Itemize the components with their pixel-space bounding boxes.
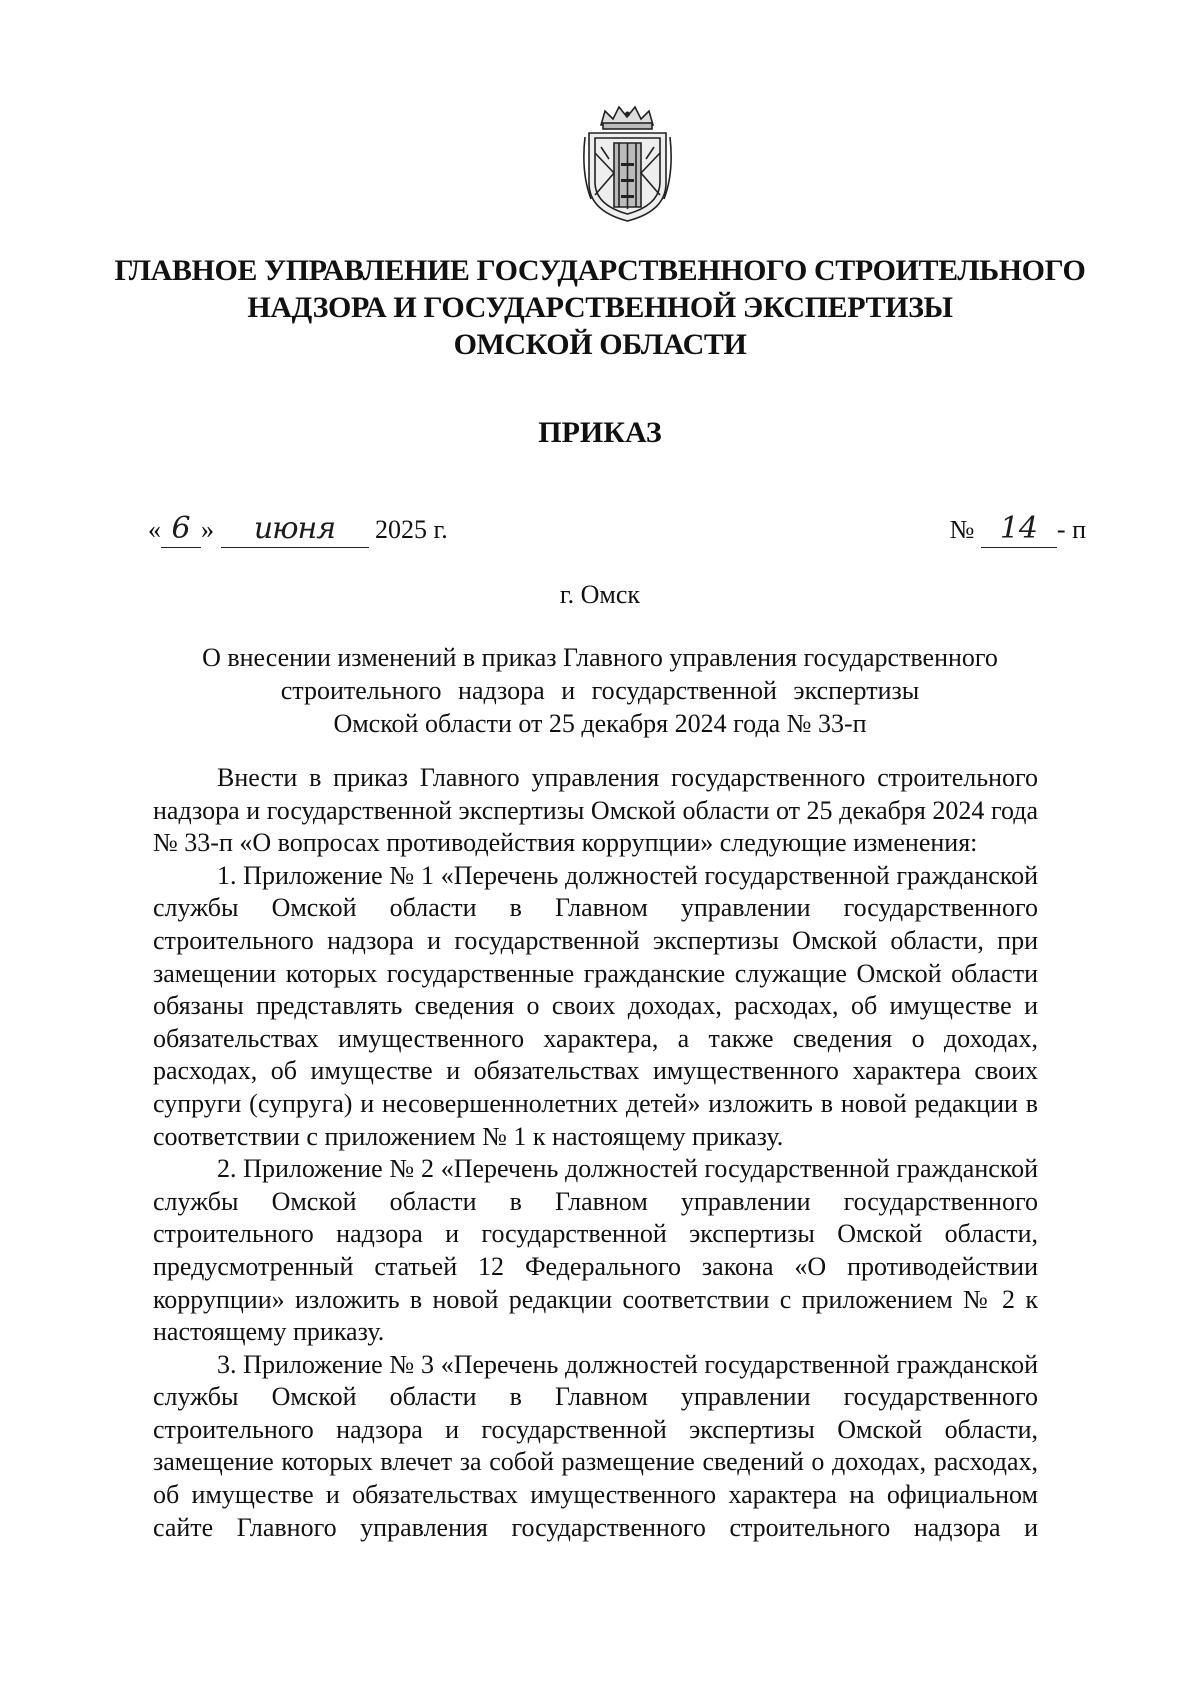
organization-name-line-2: НАДЗОРА И ГОСУДАРСТВЕННОЙ ЭКСПЕРТИЗЫ <box>247 291 953 324</box>
handwritten-day: 6 <box>171 511 191 546</box>
number-sign: № <box>949 515 975 544</box>
date-year: 2025 г. <box>375 515 448 544</box>
number-suffix: - п <box>1056 515 1086 544</box>
date-close-quote: » <box>201 515 214 544</box>
organization-name <box>0 252 1200 363</box>
handwritten-order-number: 14 <box>999 511 1039 546</box>
document-title-line-3: Омской области от 25 декабря 2024 года № 33-п <box>333 709 867 738</box>
handwritten-month: июня <box>253 511 336 546</box>
body-item-2: 2. Приложение № 2 «Перечень должностей государственной гражданской службы Омской области в Главном управлении государственного строительного надзора и государственной экспертизы Омской области, предусмотренный статьей 12 Федерального закона «О противодействии коррупции» изложить в новой редакции соответствии с приложением № 2 к настоящему приказу. <box>153 1154 1038 1347</box>
body-intro-paragraph: Внести в приказ Главного управления государственного строительного надзора и государственной экспертизы Омской области от 25 декабря 2024 года № 33-п «О вопросах противодействия коррупции» следующие изменения: <box>153 763 1038 858</box>
document-title-line-1: О внесении изменений в приказ Главного управления государственного <box>202 643 998 672</box>
document-title-line-2: строительного надзора и государственной экспертизы <box>280 676 920 705</box>
date-open-quote: « <box>148 515 161 544</box>
organization-name-line-1: ГЛАВНОЕ УПРАВЛЕНИЕ ГОСУДАРСТВЕННОГО СТРОИТЕЛЬНОГО <box>114 254 1086 287</box>
omsk-region-coat-of-arms-emblem <box>579 103 676 224</box>
order-date <box>148 512 448 548</box>
body-item-1: 1. Приложение № 1 «Перечень должностей государственной гражданской службы Омской области в Главном управлении государственного строительного надзора и государственной экспертизы Омской области, при замещении которых государственные гражданские служащие Омской области обязаны представлять сведения о своих доходах, расходах, об имуществе и обязательствах имущественного характера, а также сведения о доходах, расходах, об имуществе и обязательствах имущественного характера своих супруги (супруга) и несовершеннолетних детей» изложить в новой редакции в соответствии с приложением № 1 к настоящему приказу. <box>153 860 1038 1151</box>
body-item-3: 3. Приложение № 3 «Перечень должностей государственной гражданской службы Омской области в Главном управлении государственного строительного надзора и государственной экспертизы Омской области, замещение которых влечет за собой размещение сведений о доходах, расходах, об имуществе и обязательствах имущественного характера на официальном сайте Главного управления государственного строительного надзора и <box>153 1349 1038 1542</box>
order-number <box>950 512 1086 548</box>
document-body <box>153 762 1038 1544</box>
organization-name-line-3: ОМСКОЙ ОБЛАСТИ <box>453 328 747 361</box>
document-type-heading: ПРИКАЗ <box>538 416 662 449</box>
document-title <box>0 641 1200 740</box>
city-of-issue: г. Омск <box>559 580 641 609</box>
